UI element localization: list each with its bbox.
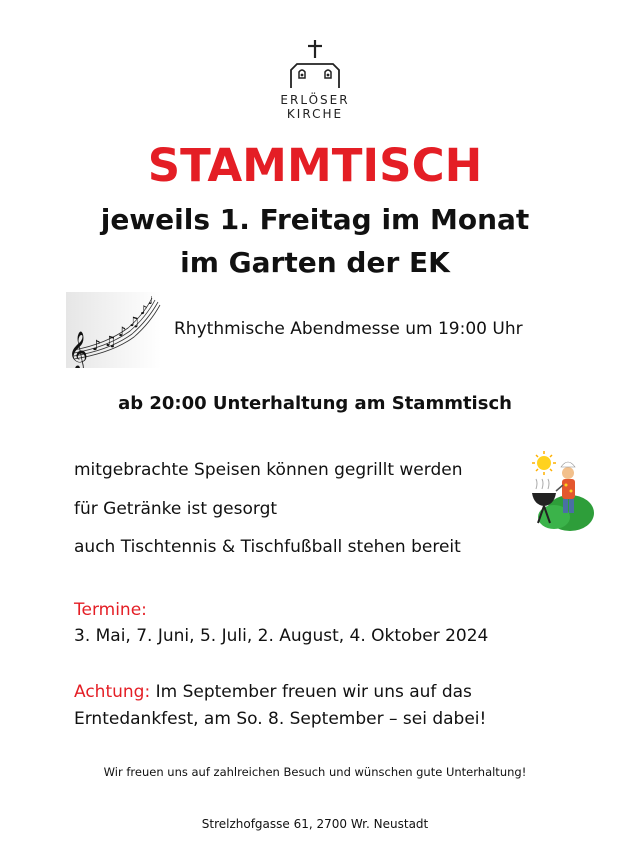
info-line-food: mitgebrachte Speisen können gegrillt werden xyxy=(74,460,463,480)
attention-line-1 xyxy=(74,679,472,705)
barbecue-image xyxy=(524,451,596,537)
mass-info: Rhythmische Abendmesse um 19:00 Uhr xyxy=(174,319,523,339)
page-title: STAMMTISCH xyxy=(147,139,483,192)
music-notes-image xyxy=(66,292,161,368)
attention-label: Achtung: xyxy=(74,682,151,702)
termine-dates: 3. Mai, 7. Juni, 5. Juli, 2. August, 4. Oktober 2024 xyxy=(74,626,489,646)
svg-text:♩: ♩ xyxy=(148,294,154,307)
info-line-drinks: für Getränke ist gesorgt xyxy=(74,499,278,519)
entertainment-heading: ab 20:00 Unterhaltung am Stammtisch xyxy=(118,393,512,414)
svg-text:♫: ♫ xyxy=(128,315,140,330)
church-icon xyxy=(283,38,347,94)
svg-text:𝄞: 𝄞 xyxy=(68,331,89,368)
termine-label: Termine: xyxy=(74,600,147,620)
svg-text:♫: ♫ xyxy=(104,334,117,350)
barbecue-icon xyxy=(524,451,596,537)
svg-text:♪: ♪ xyxy=(118,325,127,340)
church-logo-text xyxy=(270,93,360,121)
subtitle-line-1: jeweils 1. Freitag im Monat xyxy=(100,203,530,236)
closing-text: Wir freuen uns auf zahlreichen Besuch und wünschen gute Unterhaltung! xyxy=(103,765,527,779)
logo-line-1: ERLÖSER xyxy=(280,93,350,107)
attention-line-2: Erntedankfest, am So. 8. September – sei dabei! xyxy=(74,709,487,729)
logo-line-2: KIRCHE xyxy=(286,107,344,121)
subtitle-line-2: im Garten der EK xyxy=(180,246,450,279)
svg-text:♪: ♪ xyxy=(92,338,101,354)
music-notes-icon xyxy=(66,292,161,368)
address: Strelzhofgasse 61, 2700 Wr. Neustadt xyxy=(201,817,429,831)
attention-text-1: Im September freuen wir uns auf das xyxy=(150,682,472,702)
info-line-games: auch Tischtennis & Tischfußball stehen bereit xyxy=(74,537,461,557)
svg-text:♪: ♪ xyxy=(140,303,148,317)
